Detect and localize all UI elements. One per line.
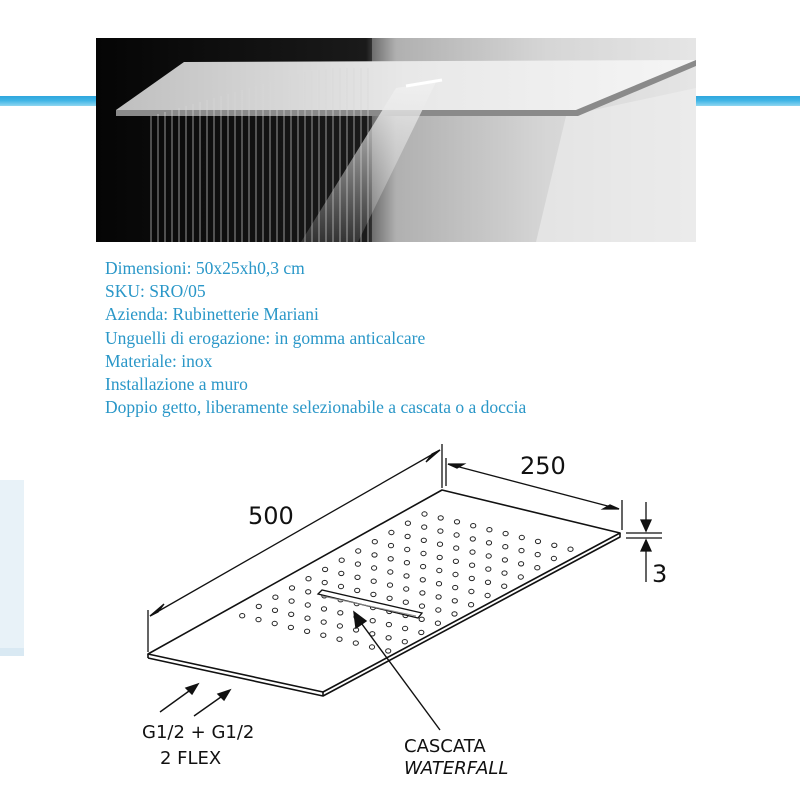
- nozzle-dot: [535, 552, 540, 556]
- nozzle-dot: [356, 549, 361, 553]
- nozzle-dot: [289, 586, 294, 590]
- nozzle-dot: [487, 528, 492, 532]
- nozzle-dot: [454, 546, 459, 550]
- nozzle-dot: [403, 626, 408, 630]
- nozzle-dot: [438, 529, 443, 533]
- nozzle-dot: [305, 603, 310, 607]
- nozzle-dot: [338, 584, 343, 588]
- nozzle-dot: [405, 547, 410, 551]
- nozzle-dot: [470, 537, 475, 541]
- shower-head-photo: [96, 38, 696, 242]
- nozzle-dot: [256, 617, 261, 621]
- nozzle-dot: [386, 636, 391, 640]
- nozzle-dot: [322, 580, 327, 584]
- nozzle-dot: [386, 622, 391, 626]
- nozzle-dot: [453, 572, 458, 576]
- length-dimension: [148, 444, 442, 652]
- nozzle-dot: [502, 584, 507, 588]
- length-label: 500: [248, 502, 294, 530]
- nozzle-dot: [305, 629, 310, 633]
- nozzle-dot: [485, 593, 490, 597]
- nozzle-dot: [404, 561, 409, 565]
- nozzle-dot: [551, 556, 556, 560]
- nozzle-dot: [422, 512, 427, 516]
- nozzle-dot: [306, 577, 311, 581]
- nozzle-dot: [355, 588, 360, 592]
- nozzle-dot: [485, 580, 490, 584]
- nozzle-dot: [437, 542, 442, 546]
- nozzle-dot: [386, 649, 391, 653]
- nozzle-dot: [323, 567, 328, 571]
- nozzle-dot: [405, 521, 410, 525]
- nozzle-dot: [339, 571, 344, 575]
- nozzle-dot: [256, 604, 261, 608]
- spec-dual-jet: Doppio getto, liberamente selezionabile a cascata o a doccia: [105, 397, 527, 418]
- nozzle-dot: [387, 583, 392, 587]
- nozzle-dot: [471, 524, 476, 528]
- spec-list: [105, 257, 526, 419]
- nozzle-dot: [420, 591, 425, 595]
- nozzle-dot: [389, 530, 394, 534]
- nozzle-dot: [452, 612, 457, 616]
- nozzle-dot: [387, 596, 392, 600]
- nozzle-dot: [453, 585, 458, 589]
- nozzle-dot: [288, 625, 293, 629]
- nozzle-dot: [273, 595, 278, 599]
- nozzle-dot: [372, 553, 377, 557]
- nozzle-dot: [502, 558, 507, 562]
- nozzle-dot: [419, 617, 424, 621]
- nozzle-dot: [503, 531, 508, 535]
- nozzle-dot: [519, 562, 524, 566]
- dimension-drawing: [0, 430, 800, 800]
- nozzle-dot: [469, 589, 474, 593]
- nozzle-dot: [436, 582, 441, 586]
- nozzle-dot: [469, 603, 474, 607]
- nozzle-dot: [486, 541, 491, 545]
- nozzle-dot: [371, 592, 376, 596]
- nozzle-dot: [435, 621, 440, 625]
- spec-dimensions: Dimensioni: 50x25xh0,3 cm: [105, 258, 305, 278]
- nozzle-dot: [388, 543, 393, 547]
- nozzle-dot: [519, 535, 524, 539]
- nozzle-dot: [437, 555, 442, 559]
- cascata-label: CASCATA: [404, 736, 486, 757]
- nozzle-dot: [535, 539, 540, 543]
- nozzle-dot: [421, 551, 426, 555]
- connection-arrows: [160, 684, 230, 716]
- nozzle-dot: [370, 619, 375, 623]
- spec-nozzles: Unguelli di erogazione: in gomma anticalcare: [105, 327, 426, 348]
- nozzle-dot: [339, 558, 344, 562]
- shower-plate-outline: [148, 490, 620, 696]
- spec-sku: SKU: SRO/05: [105, 281, 206, 302]
- nozzle-dot: [404, 574, 409, 578]
- technical-drawing: [0, 430, 800, 800]
- nozzle-dot: [289, 612, 294, 616]
- nozzle-dot: [437, 568, 442, 572]
- spec-company: Azienda: Rubinetterie Mariani: [105, 304, 319, 325]
- nozzle-dot: [452, 599, 457, 603]
- waterfall-pointer: [354, 612, 440, 730]
- nozzle-dot: [404, 587, 409, 591]
- nozzle-dot: [321, 633, 326, 637]
- nozzle-dot: [438, 516, 443, 520]
- nozzle-dot: [436, 608, 441, 612]
- nozzle-dot: [353, 641, 358, 645]
- waterfall-label: WATERFALL: [404, 758, 509, 779]
- nozzle-dot: [388, 557, 393, 561]
- spec-installation: Installazione a muro: [105, 374, 248, 395]
- nozzle-dot: [535, 566, 540, 570]
- nozzle-dot: [337, 637, 342, 641]
- nozzle-dot: [272, 608, 277, 612]
- nozzle-dot: [422, 525, 427, 529]
- nozzle-dot: [454, 520, 459, 524]
- nozzle-grid: [240, 512, 574, 653]
- nozzle-dot: [469, 576, 474, 580]
- nozzle-dot: [453, 559, 458, 563]
- nozzle-dot: [289, 599, 294, 603]
- nozzle-dot: [421, 538, 426, 542]
- nozzle-dot: [372, 566, 377, 570]
- nozzle-dot: [420, 578, 425, 582]
- nozzle-dot: [405, 534, 410, 538]
- nozzle-dot: [470, 550, 475, 554]
- nozzle-dot: [240, 614, 245, 618]
- nozzle-dot: [371, 579, 376, 583]
- nozzle-dot: [419, 630, 424, 634]
- product-photo: [96, 38, 696, 242]
- nozzle-dot: [470, 563, 475, 567]
- nozzle-dot: [305, 616, 310, 620]
- nozzle-dot: [421, 564, 426, 568]
- nozzle-dot: [402, 640, 407, 644]
- nozzle-dot: [388, 570, 393, 574]
- thickness-label: 3: [652, 560, 668, 588]
- nozzle-dot: [321, 620, 326, 624]
- nozzle-dot: [338, 611, 343, 615]
- nozzle-dot: [403, 600, 408, 604]
- nozzle-dot: [502, 571, 507, 575]
- nozzle-dot: [321, 607, 326, 611]
- nozzle-dot: [486, 567, 491, 571]
- spec-material: Materiale: inox: [105, 350, 213, 371]
- flex-count-label: 2 FLEX: [160, 748, 222, 769]
- connection-type-label: G1/2 + G1/2: [142, 722, 255, 743]
- nozzle-dot: [503, 545, 508, 549]
- nozzle-dot: [355, 575, 360, 579]
- nozzle-dot: [272, 621, 277, 625]
- nozzle-dot: [486, 554, 491, 558]
- nozzle-dot: [552, 543, 557, 547]
- nozzle-dot: [454, 533, 459, 537]
- nozzle-dot: [337, 624, 342, 628]
- nozzle-dot: [419, 604, 424, 608]
- nozzle-dot: [306, 590, 311, 594]
- nozzle-dot: [369, 645, 374, 649]
- nozzle-dot: [518, 575, 523, 579]
- width-label: 250: [520, 452, 566, 480]
- nozzle-dot: [519, 548, 524, 552]
- nozzle-dot: [355, 562, 360, 566]
- nozzle-dot: [568, 547, 573, 551]
- nozzle-dot: [436, 595, 441, 599]
- nozzle-dot: [372, 540, 377, 544]
